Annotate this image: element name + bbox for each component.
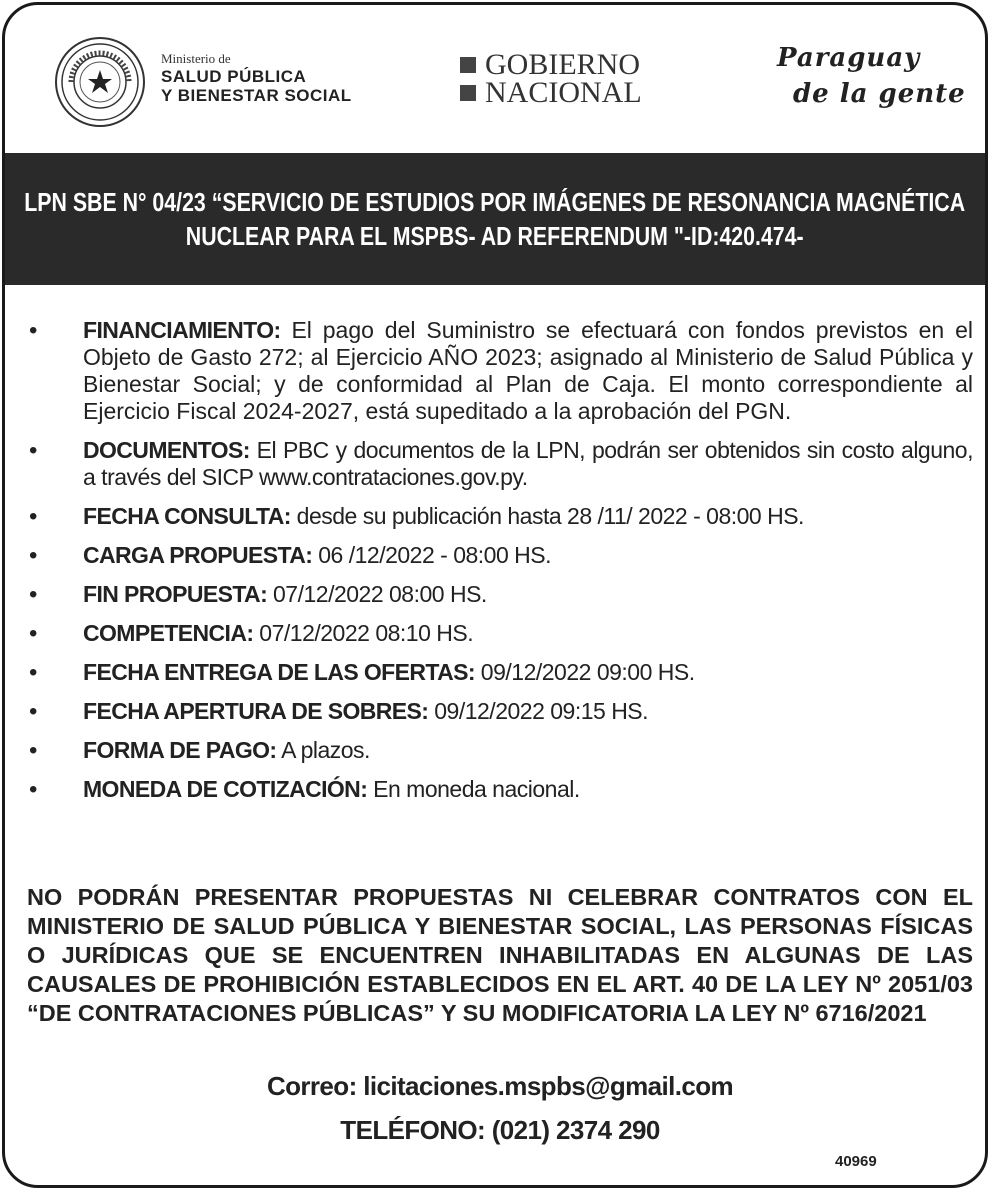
ministry-small-text: Ministerio de [161, 51, 231, 66]
gov-line-1: GOBIERNO [485, 48, 640, 81]
title-line-2: NUCLEAR PARA EL MSPBS- AD REFERENDUM "-ID:420.474- [186, 221, 804, 251]
ministry-logo [161, 51, 352, 105]
item-label: CARGA PROPUESTA: [83, 542, 313, 568]
gov-line-2: NACIONAL [485, 76, 642, 109]
item-label: FECHA ENTREGA DE LAS OFERTAS: [83, 659, 475, 685]
list-item [27, 503, 973, 530]
bullet-icon: • [29, 503, 38, 530]
item-text: 09/12/2022 09:00 HS. [474, 659, 695, 685]
ad-code: 40969 [835, 1153, 877, 1170]
bullet-icon: • [29, 317, 38, 344]
contact-email: Correo: licitaciones.mspbs@gmail.com [266, 1071, 734, 1101]
gobierno-nacional-logo [460, 48, 642, 109]
item-text: En moneda nacional. [367, 776, 580, 802]
slogan-logo [773, 43, 973, 123]
item-text: El PBC y documentos de la LPN, podrán ser obtenidos sin costo alguno, a través del SICP www.contrataciones.gov.py. [83, 437, 973, 490]
item-text: 07/12/2022 08:00 HS. [267, 581, 487, 607]
details-list [27, 317, 973, 815]
item-text: 06 /12/2022 - 08:00 HS. [312, 542, 551, 568]
item-label: COMPETENCIA: [83, 620, 254, 646]
list-item [27, 317, 973, 425]
item-label: MONEDA DE COTIZACIÓN: [83, 776, 368, 802]
item-label: FORMA DE PAGO: [83, 737, 277, 763]
slogan-line-2: de la gente [793, 79, 966, 109]
item-label: FIN PROPUESTA: [83, 581, 268, 607]
item-text: desde su publicación hasta 28 /11/ 2022 - 08:00 HS. [290, 503, 804, 529]
bullet-icon: • [29, 437, 38, 464]
list-item [27, 659, 973, 686]
ministry-line-1: SALUD PÚBLICA [161, 67, 307, 86]
header [5, 5, 985, 153]
ad-frame [2, 2, 988, 1188]
bullet-icon: • [29, 698, 38, 725]
list-item [27, 698, 973, 725]
title-line-1: LPN SBE N° 04/23 “SERVICIO DE ESTUDIOS POR IMÁGENES DE RESONANCIA MAGNÉTICA [24, 187, 966, 217]
bullet-icon: • [29, 776, 38, 803]
list-item [27, 776, 973, 803]
contact-phone: TELÉFONO: (021) 2374 290 [340, 1115, 660, 1145]
list-item [27, 737, 973, 764]
title-band [5, 153, 985, 285]
national-seal-icon [55, 37, 145, 127]
item-text: 09/12/2022 09:15 HS. [428, 698, 649, 724]
list-item [27, 581, 973, 608]
item-text: A plazos. [276, 737, 370, 763]
square-icon [460, 85, 476, 101]
list-item [27, 542, 973, 569]
square-icon [460, 57, 476, 73]
ministry-line-2: Y BIENESTAR SOCIAL [161, 86, 352, 105]
item-text: 07/12/2022 08:10 HS. [253, 620, 474, 646]
list-item [27, 620, 973, 647]
bullet-icon: • [29, 542, 38, 569]
bullet-icon: • [29, 659, 38, 686]
item-label: FINANCIAMIENTO: [83, 317, 281, 343]
item-label: DOCUMENTOS: [83, 437, 250, 463]
list-item [27, 437, 973, 491]
bullet-icon: • [29, 737, 38, 764]
slogan-line-1: Paraguay [777, 43, 921, 73]
bullet-icon: • [29, 581, 38, 608]
bullet-icon: • [29, 620, 38, 647]
item-text: El pago del Suministro se efectuará con fondos previstos en el Objeto de Gasto 272; al Ejercicio AÑO 2023; asignado al Ministerio de Salud Pública y Bienestar Social; y de conformidad al Plan de Caja. El monto correspondiente al Ejercicio Fiscal 2024-2027, está supeditado a la aprobación del PGN. [83, 317, 973, 424]
item-label: FECHA APERTURA DE SOBRES: [83, 698, 429, 724]
item-label: FECHA CONSULTA: [83, 503, 291, 529]
prohibition-notice: NO PODRÁN PRESENTAR PROPUESTAS NI CELEBRAR CONTRATOS CON EL MINISTERIO DE SALUD PÚBLICA Y BIENESTAR SOCIAL, LAS PERSONAS FÍSICAS O JURÍDICAS QUE SE ENCUENTREN INHABILITADAS EN ALGUNAS DE LAS CAUSALES DE PROHIBICIÓN ESTABLECIDOS EN EL ART. 40 DE LA LEY Nº 2051/03 “DE CONTRATACIONES PÚBLICAS” Y SU MODIFICATORIA LA LEY Nº 6716/2021 [27, 884, 973, 1026]
